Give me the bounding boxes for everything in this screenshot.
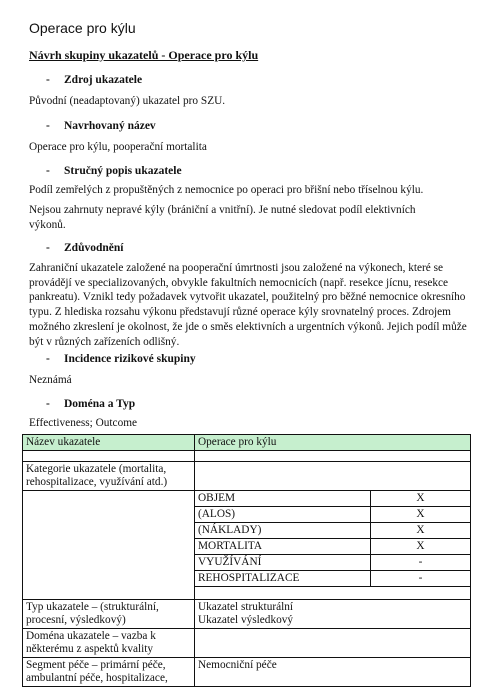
category-name: OBJEM [195,491,371,507]
table-header-name: Název ukazatele [23,435,195,451]
section-text-domain: Effectiveness; Outcome [29,417,138,429]
category-mark: - [371,571,471,587]
table-row [23,658,471,687]
category-name: REHOSPITALIZACE [195,571,371,587]
proposal-subtitle: Návrh skupiny ukazatelů - Operace pro kýlu [29,48,259,62]
section-text-description-2: Nejsou zahrnuty nepravé kýly (brániční a vnitřní). Je nutné sledovat podíl elektivních výkonů. [29,204,416,231]
category-name: MORTALITA [195,539,371,555]
section-heading-source: - Zdroj ukazatele [46,74,143,86]
category-mark: X [371,523,471,539]
section-text-description-1: Podíl zemřelých z propuštěných z nemocnice po operaci pro břišní nebo tříselnou kýlu. [29,184,424,196]
section-text-source: Původní (neadaptovaný) ukazatel pro SZU. [29,95,226,107]
row-value-segment: Nemocniční péče [195,658,471,687]
category-mark: X [371,507,471,523]
page-title: Operace pro kýlu [29,20,136,36]
table-row [23,629,471,658]
section-heading-name: - Navrhovaný název [46,120,156,132]
row-value-domain [195,629,471,658]
section-heading-rationale: - Zdůvodnění [46,242,124,254]
section-heading-domain: - Doména a Typ [46,398,136,410]
row-value-type: Ukazatel strukturální Ukazatel výsledkový [195,600,471,629]
category-name: VYUŽÍVÁNÍ [195,555,371,571]
category-row [23,491,471,507]
category-name: (ALOS) [195,507,371,523]
table-header-row [23,435,471,451]
category-label: Kategorie ukazatele (mortalita, rehospitalizace, využívání atd.) [23,462,195,491]
section-text-name: Operace pro kýlu, pooperační mortalita [29,141,207,153]
indicator-table [22,434,471,687]
section-text-incidence: Neznámá [29,374,72,386]
section-heading-incidence: - Incidence rizikové skupiny [46,353,196,365]
row-label-domain: Doména ukazatele – vazba k některému z aspektů kvality [23,629,195,658]
section-text-rationale: Zahraniční ukazatele založené na pooperační úmrtnosti jsou založené na výkonech, které se provádějí ve specializovaných, obvykle fakultních nemocnicích (např. resekce jícnu, resekce pankreatu). Vznikl tedy požadavek vytvořit ukazatel, použitelný pro běžné nemocnice okresního typu. Z hlediska rozsahu výkonu představují různé operace kýly srovnatelný proces. Zdrojem možného zkreslení je okolnost, že jde o směs elektivních a urgentních výkonů. Jejich podíl může být v různých zařízeních odlišný. [29,262,467,348]
table-spacer-row [23,451,471,462]
section-heading-description: - Stručný popis ukazatele [46,165,182,177]
table-row-category [23,462,471,491]
category-mark: X [371,539,471,555]
category-mark: X [371,491,471,507]
table-header-value: Operace pro kýlu [195,435,471,451]
table-row [23,600,471,629]
category-mark: - [371,555,471,571]
row-label-segment: Segment péče – primární péče, ambulantní péče, hospitalizace, [23,658,195,687]
category-name: (NÁKLADY) [195,523,371,539]
row-label-type: Typ ukazatele – (strukturální, procesní, výsledkový) [23,600,195,629]
